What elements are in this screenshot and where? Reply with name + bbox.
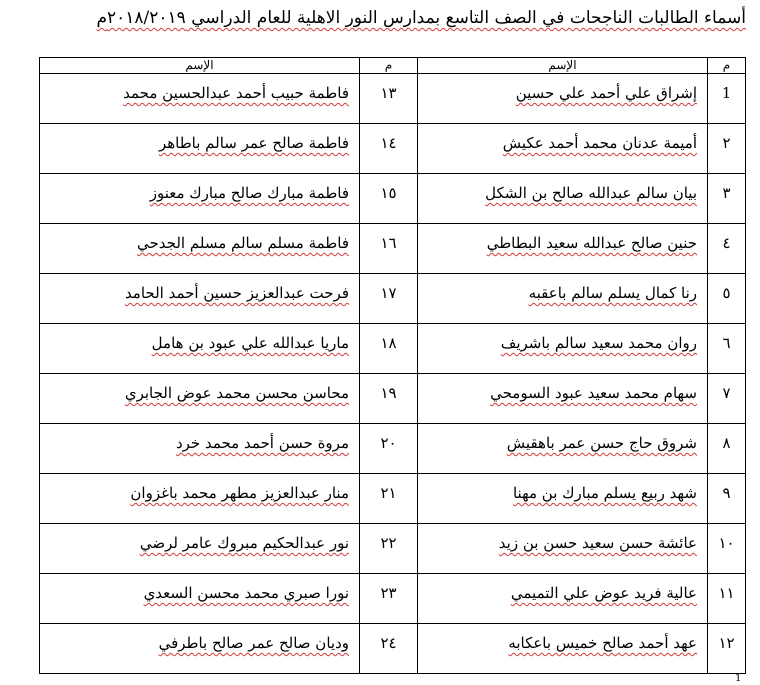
page-number: 1 (735, 673, 742, 684)
row-number: ١٠ (718, 534, 735, 552)
row-number: ٢ (722, 134, 731, 152)
row-number-cell (360, 224, 418, 274)
row-number: ٣ (722, 184, 731, 202)
row-number: ٢٠ (380, 434, 397, 452)
student-name: وديان صالح عمر صالح باطرفي (158, 634, 349, 652)
student-name-cell (40, 124, 360, 174)
row-number: ٢١ (380, 484, 397, 502)
row-number-cell (360, 174, 418, 224)
row-number-cell (708, 374, 746, 424)
row-number-cell (360, 124, 418, 174)
row-number-cell (708, 424, 746, 474)
row-number-cell (360, 324, 418, 374)
row-number-cell (708, 624, 746, 674)
row-number: ٤ (722, 234, 731, 252)
row-number-cell (360, 474, 418, 524)
row-number-cell (708, 574, 746, 624)
row-number: ٦ (722, 334, 731, 352)
student-name: أميمة عدنان محمد أحمد عكيش (502, 134, 697, 152)
student-name: منار عبدالعزيز مطهر محمد باغزوان (130, 484, 349, 502)
student-name-cell (40, 224, 360, 274)
student-name-cell (418, 274, 708, 324)
student-name: شروق حاج حسن عمر باهقيش (506, 434, 697, 452)
student-name: فاطمة مسلم سالم مسلم الجدحي (137, 234, 349, 252)
row-number: ٩ (722, 484, 731, 502)
student-name-cell (418, 124, 708, 174)
row-number-cell (708, 224, 746, 274)
table-row (40, 224, 746, 274)
row-number: ١٨ (380, 334, 397, 352)
student-name-cell (418, 474, 708, 524)
student-name: رنا كمال يسلم سالم باعقبه (528, 284, 697, 302)
row-number-cell (708, 474, 746, 524)
row-number: ١٥ (380, 184, 397, 202)
row-number: ١١ (718, 584, 735, 602)
student-name: نورا صبري محمد محسن السعدي (143, 584, 349, 602)
row-number-cell (360, 274, 418, 324)
student-name-cell (418, 74, 708, 124)
row-number: ١٦ (380, 234, 397, 252)
table-row (40, 324, 746, 374)
row-number-cell (708, 274, 746, 324)
student-name: ماريا عبدالله علي عبود بن هامل (151, 334, 349, 352)
row-number: ٢٢ (380, 534, 397, 552)
student-name-cell (40, 174, 360, 224)
student-name: نور عبدالحكيم مبروك عامر لرضي (139, 534, 349, 552)
table-row (40, 274, 746, 324)
table-row (40, 474, 746, 524)
student-name-cell (40, 624, 360, 674)
student-name: مروة حسن أحمد محمد خرد (175, 434, 349, 452)
student-name-cell (40, 524, 360, 574)
table-row (40, 74, 746, 124)
student-name: إشراق علي أحمد علي حسين (515, 84, 697, 102)
row-number-cell (360, 424, 418, 474)
student-name-cell (418, 374, 708, 424)
student-name: عهد أحمد صالح خميس باعكابه (508, 634, 697, 652)
student-name: فاطمة صالح عمر سالم باطاهر (158, 134, 349, 152)
row-number: ٢٤ (380, 634, 397, 652)
students-table (39, 57, 746, 674)
row-number: ٧ (722, 384, 731, 402)
student-name: عالية فريد عوض علي التميمي (510, 584, 697, 602)
header-name-2: الإسم (40, 58, 360, 74)
table-row (40, 174, 746, 224)
row-number: ١٩ (380, 384, 397, 402)
student-name: محاسن محسن محمد عوض الجابري (124, 384, 349, 402)
student-name-cell (418, 324, 708, 374)
student-name-cell (418, 224, 708, 274)
student-name-cell (40, 574, 360, 624)
student-name-cell (40, 424, 360, 474)
table-body (40, 74, 746, 674)
table-row (40, 424, 746, 474)
row-number-cell (708, 324, 746, 374)
student-name-cell (40, 274, 360, 324)
student-name: فاطمة مبارك صالح مبارك معنوز (149, 184, 349, 202)
row-number-cell (708, 74, 746, 124)
table-header-row (40, 58, 746, 74)
student-name-cell (40, 324, 360, 374)
row-number-cell (360, 574, 418, 624)
row-number: ٢٣ (380, 584, 397, 602)
header-name: الإسم (418, 58, 708, 74)
header-number: م (708, 58, 746, 74)
row-number: ١٧ (380, 284, 397, 302)
header-number-2: م (360, 58, 418, 74)
table-row (40, 574, 746, 624)
row-number-cell (360, 624, 418, 674)
table-row (40, 624, 746, 674)
student-name: فرحت عبدالعزيز حسين أحمد الحامد (124, 284, 349, 302)
student-name-cell (418, 174, 708, 224)
student-name: شهد ربيع يسلم مبارك بن مهنا (512, 484, 697, 502)
row-number: ١٣ (380, 84, 397, 102)
student-name: عائشة حسن سعيد حسن بن زيد (498, 534, 697, 552)
row-number-cell (708, 174, 746, 224)
student-name: بيان سالم عبدالله صالح بن الشكل (485, 184, 697, 202)
row-number: 1 (721, 84, 732, 102)
student-name-cell (40, 74, 360, 124)
row-number-cell (360, 74, 418, 124)
student-name: سهام محمد سعيد عبود السومحي (490, 384, 697, 402)
student-name-cell (418, 574, 708, 624)
student-name-cell (40, 374, 360, 424)
student-name: حنين صالح عبدالله سعيد البطاطي (486, 234, 697, 252)
row-number: ٥ (722, 284, 731, 302)
student-name-cell (418, 624, 708, 674)
row-number: ١٢ (718, 634, 735, 652)
table-row (40, 124, 746, 174)
student-name-cell (418, 524, 708, 574)
row-number-cell (708, 524, 746, 574)
row-number: ١٤ (380, 134, 397, 152)
row-number-cell (360, 524, 418, 574)
row-number-cell (360, 374, 418, 424)
student-name-cell (40, 474, 360, 524)
row-number: ٨ (722, 434, 731, 452)
student-name: فاطمة حبيب أحمد عبدالحسين محمد (123, 84, 349, 102)
document-title: أسماء الطالبات الناجحات في الصف التاسع بمدارس النور الاهلية للعام الدراسي ٢٠١٨/٢٠١٩م (96, 8, 746, 28)
table-row (40, 374, 746, 424)
student-name-cell (418, 424, 708, 474)
student-name: روان محمد سعيد سالم باشريف (500, 334, 697, 352)
row-number-cell (708, 124, 746, 174)
table-row (40, 524, 746, 574)
